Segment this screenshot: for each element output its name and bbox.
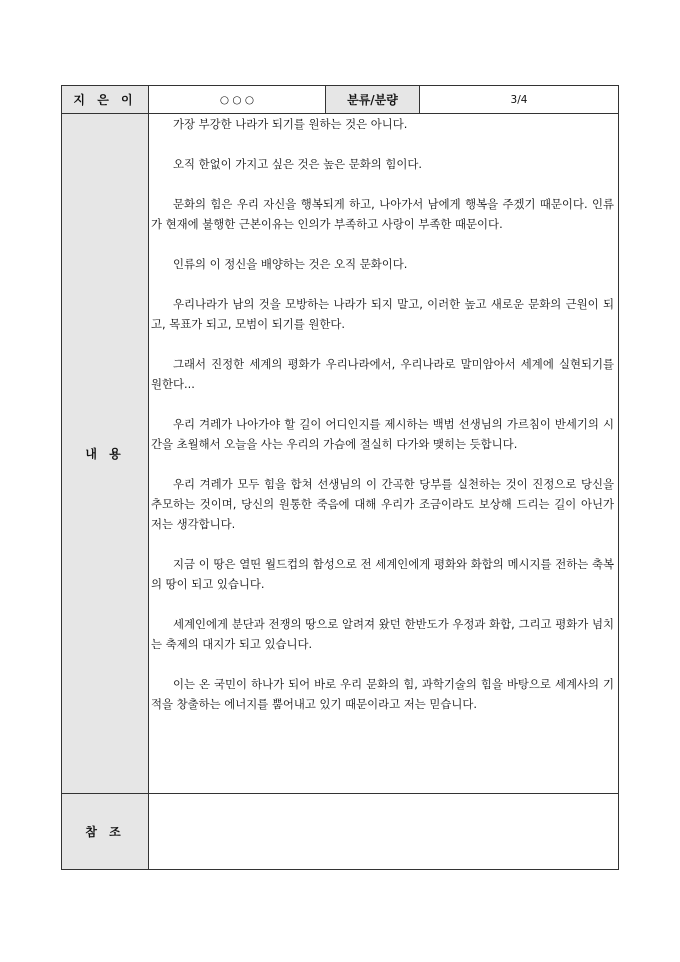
paragraph: 우리나라가 남의 것을 모방하는 나라가 되지 말고, 이러한 높고 새로운 문화의 근원이 되고, 목표가 되고, 모범이 되기를 원한다. [151, 297, 614, 331]
category-label: 분류/분량 [326, 86, 420, 114]
category-value: 3/4 [420, 86, 619, 114]
reference-value [149, 794, 619, 870]
header-row [62, 86, 619, 114]
paragraph: 가장 부강한 나라가 되기를 원하는 것은 아니다. [173, 117, 408, 131]
paragraph: 세계인에게 분단과 전쟁의 땅으로 알려져 왔던 한반도가 우정과 화합, 그리고 평화가 넘치는 축제의 대지가 되고 있습니다. [151, 617, 614, 651]
author-label: 지 은 이 [62, 86, 149, 114]
content-body [149, 114, 619, 794]
paragraph: 문화의 힘은 우리 자신을 행복되게 하고, 나아가서 남에게 행복을 주겠기 때문이다. 인류가 현재에 불행한 근본이유는 인의가 부족하고 사랑이 부족한 때문이다. [151, 197, 614, 231]
content-row [62, 114, 619, 794]
paragraph: 우리 겨레가 나아가야 할 길이 어디인지를 제시하는 백범 선생님의 가르침이 반세기의 시간을 초월해서 오늘을 사는 우리의 가슴에 절실히 다가와 맺히는 듯합니다. [151, 417, 614, 451]
reference-label: 참 조 [62, 794, 149, 870]
paragraph: 오직 한없이 가지고 싶은 것은 높은 문화의 힘이다. [173, 157, 423, 171]
paragraph: 지금 이 땅은 열띤 월드컵의 함성으로 전 세계인에게 평화와 화합의 메시지를 전하는 축복의 땅이 되고 있습니다. [151, 557, 614, 591]
paragraph: 그래서 진정한 세계의 평화가 우리나라에서, 우리나라로 말미암아서 세계에 실현되기를 원한다... [151, 357, 614, 391]
author-value: ○ ○ ○ [149, 86, 326, 114]
paragraph: 이는 온 국민이 하나가 되어 바로 우리 문화의 힘, 과학기술의 힘을 바탕으로 세계사의 기적을 창출하는 에너지를 뿜어내고 있기 때문이라고 저는 믿습니다. [151, 677, 614, 711]
paragraph: 우리 겨레가 모두 힘을 합쳐 선생님의 이 간곡한 당부를 실천하는 것이 진정으로 당신을 추모하는 것이며, 당신의 원통한 죽음에 대해 우리가 조금이라도 보상해 드리는 길이 아닌가 저는 생각합니다. [151, 477, 614, 531]
content-label: 내 용 [62, 114, 149, 794]
paragraph: 인류의 이 정신을 배양하는 것은 오직 문화이다. [173, 257, 408, 271]
reference-row [62, 794, 619, 870]
document-form [61, 85, 619, 870]
